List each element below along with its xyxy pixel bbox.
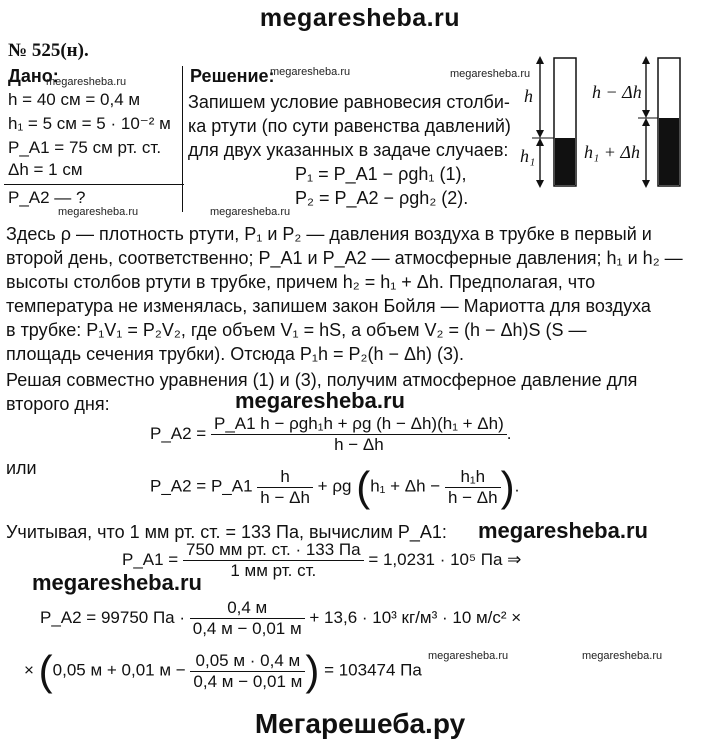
watermark-big: megaresheba.ru [235,388,405,413]
para-line-4: температура не изменялась, запишем закон Бойля — Мариотта для воздуха [6,296,651,316]
formula-calc-2: × (0,05 м + 0,01 м − $\frac{0,05 м \cdot 0,4 м}{0,4 м - 0,01 м}$ ) = 103474 Па [24,647,422,694]
solve-line-2: второго дня: [6,394,110,414]
equation-2: P₂ = P_A2 − ρgh₂ (2). [295,188,469,208]
given-line-1: h = 40 см = 0,4 м [8,90,141,109]
watermark-big: megaresheba.ru [32,570,202,595]
solve-line-1: Решая совместно уравнения (1) и (3), получим атмосферное давление для [6,370,638,390]
solution-intro-1: Запишем условие равновесия столби- [188,92,510,112]
para-line-1: Здесь ρ — плотность ртути, P₁ и P₂ — давления воздуха в трубке в первый и [6,224,652,244]
label-h-minus-dh: h − Δh [592,82,642,102]
tube-diagram [508,52,718,192]
watermark: megaresheba.ru [582,650,663,662]
solution-intro-3: для двух указанных в задаче случаев: [188,140,509,160]
formula-1: P_A2 = $\frac{\text{P\_A1 h − ρgh₁h + ρg (h − Δh)(h₁ + Δh)}}{h - \Delta h}$ . [150,414,512,454]
solution-intro-2: ка ртути (по сути равенства давлений) [188,116,511,136]
mercury-right [659,118,679,185]
watermark: megaresheba.ru [58,206,139,218]
solution-title: Решение: [190,66,275,86]
watermark: megaresheba.ru [210,206,291,218]
para-line-3: высоты столбов ртути в трубке, причем h₂ = h₁ + Δh. Предполагая, что [6,272,596,292]
site-footer[interactable]: Мегарешеба.ру [254,708,466,739]
given-line-4: Δh = 1 см [8,160,83,179]
para-line-2: второй день, соответственно; P_A1 и P_A2 — атмосферные давления; h₁ и h₂ — [6,248,683,268]
problem-number: № 525(н). [8,40,89,61]
label-h1: h₁ [520,146,536,166]
formula-calc-1: P_A2 = 99750 Па · $\frac{0,4 м}{0,4 м - 0,01 м}$ + 13,6 · 10³ кг/м³ · 10 м/с² × [40,598,522,638]
para-line-5: в трубке: P₁V₁ = P₂V₂, где объем V₁ = hS, а объем V₂ = (h − Δh)S (S — [6,320,587,340]
given-find: P_A2 — ? [8,188,86,207]
or-label: или [6,458,37,478]
para-line-6: площадь сечения трубки). Отсюда P₁h = P₂(h − Δh) (3). [6,344,465,364]
given-line-3: P_A1 = 75 см рт. ст. [8,138,162,157]
formula-pa1: P_A1 = $\frac{\text{750 мм рт. ст. · 133 Па}}{\text{1 мм рт. ст.}}$ = 1,0231 · 10⁵ Па ⇒ [122,540,522,580]
watermark: megaresheba.ru [450,68,531,80]
given-mm-line: Учитывая, что 1 мм рт. ст. = 133 Па, вычислим P_A1: [6,522,447,542]
site-header[interactable]: megaresheba.ru [259,4,461,32]
given-vertical-divider [182,66,183,212]
label-h1-plus-dh: h₁ + Δh [584,142,640,162]
given-title: Дано: [8,66,59,86]
given-divider [4,184,184,185]
watermark: megaresheba.ru [46,76,127,88]
watermark: megaresheba.ru [270,66,351,78]
watermark: megaresheba.ru [428,650,509,662]
mercury-left [555,138,575,185]
given-line-2: h₁ = 5 см = 5 · 10⁻² м [8,114,171,133]
formula-2: P_A2 = P_A1 $\frac{h}{h - \Delta h}$ + ρg (h₁ + Δh − $\frac{\text{h₁h}}{h - \Delta h}$ ). [150,463,520,510]
watermark-big: megaresheba.ru [478,518,648,543]
formula-1-fraction: $\frac{\text{P\_A1 h − ρgh₁h + ρg (h − Δh)(h₁ + Δh)}}{h - \Delta h}$ [211,414,507,455]
equation-1: P₁ = P_A1 − ρgh₁ (1), [295,164,467,184]
label-h: h [524,86,533,106]
